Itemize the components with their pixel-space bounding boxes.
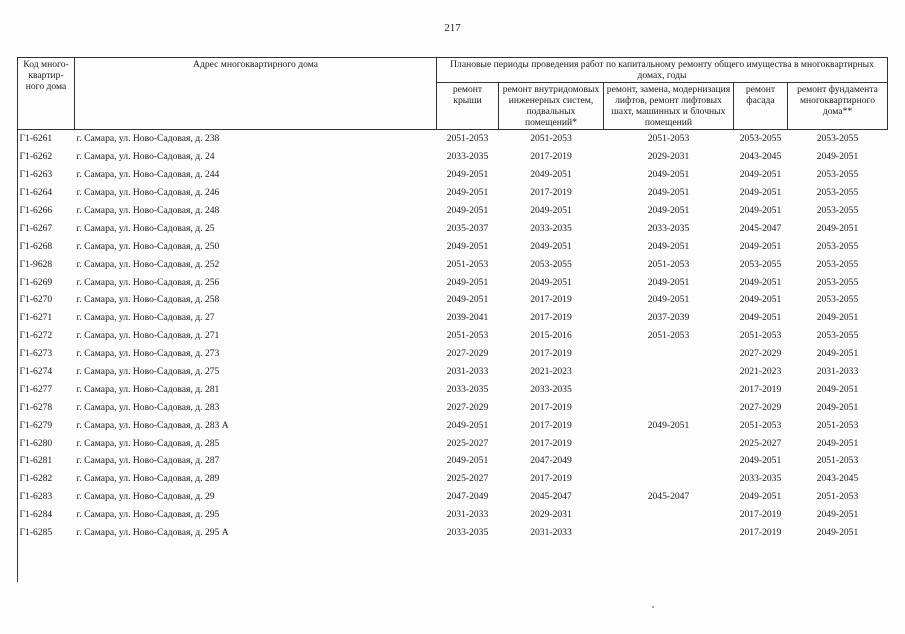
- header-periods: Плановые периоды проведения работ по капитальному ремонту общего имущества в многоквартирных домах, годы: [437, 58, 888, 83]
- cell-code: Г1-6285: [19, 527, 53, 539]
- cell-foundation: 2049-2051: [816, 509, 859, 521]
- table-row: [18, 345, 888, 363]
- cell-elevators: 2033-2035: [647, 222, 690, 234]
- cell-systems: 2017-2019: [530, 401, 572, 413]
- cell-foundation: 2053-2055: [816, 205, 859, 216]
- cell-address: г. Самара, ул. Ново-Садовая, д. 275: [76, 366, 220, 378]
- cell-facade: 2053-2055: [739, 258, 782, 270]
- cell-foundation: 2049-2051: [816, 437, 859, 449]
- cell-roof: 2031-2033: [446, 366, 489, 378]
- cell-foundation: 2049-2051: [816, 222, 859, 234]
- table-row: [18, 327, 888, 345]
- cell-systems: 2033-2035: [530, 222, 572, 234]
- cell-roof: 2051-2053: [446, 330, 489, 342]
- header-code: Код много-квартир-ного дома: [18, 58, 75, 130]
- cell-foundation: 2053-2055: [816, 294, 859, 306]
- cell-facade: 2017-2019: [739, 383, 782, 395]
- cell-roof: 2035-2037: [446, 222, 489, 234]
- cell-facade: 2049-2051: [739, 205, 782, 216]
- cell-systems: 2021-2023: [530, 366, 572, 378]
- cell-elevators: [604, 524, 734, 542]
- cell-address: г. Самара, ул. Ново-Садовая, д. 244: [76, 169, 220, 181]
- cell-facade: 2017-2019: [739, 527, 782, 539]
- cell-address: г. Самара, ул. Ново-Садовая, д. 256: [76, 276, 220, 288]
- cell-address: г. Самара, ул. Ново-Садовая, д. 238: [76, 133, 220, 145]
- table-row: [18, 363, 888, 381]
- cell-code: Г1-6284: [19, 509, 53, 521]
- cell-systems: 2049-2051: [530, 240, 572, 252]
- cell-address: г. Самара, ул. Ново-Садовая, д. 295: [76, 509, 220, 521]
- cell-facade: 2049-2051: [739, 240, 782, 252]
- cell-code: Г1-6274: [19, 366, 53, 378]
- cell-systems: 2017-2019: [530, 473, 572, 485]
- cell-systems: 2017-2019: [530, 294, 572, 306]
- cell-roof: 2033-2035: [446, 151, 489, 163]
- cell-systems: 2049-2051: [530, 169, 572, 181]
- cell-roof: 2049-2051: [446, 169, 489, 181]
- cell-facade: 2049-2051: [739, 312, 782, 324]
- header-address: Адрес многоквартирного дома: [75, 58, 437, 130]
- cell-systems: 2029-2031: [530, 509, 572, 521]
- cell-address: г. Самара, ул. Ново-Садовая, д. 246: [76, 187, 220, 199]
- cell-foundation: 2053-2055: [816, 258, 859, 270]
- cell-roof: 2049-2051: [446, 276, 489, 288]
- cell-elevators: [604, 506, 734, 524]
- cell-foundation: 2049-2051: [816, 527, 859, 539]
- cell-foundation: 2049-2051: [816, 348, 859, 360]
- cell-roof: 2039-2041: [446, 312, 489, 324]
- cell-facade: 2033-2035: [739, 473, 782, 485]
- cell-facade: 2049-2051: [739, 187, 782, 199]
- cell-code: Г1-6261: [19, 133, 53, 145]
- cell-code: Г1-9628: [19, 258, 53, 270]
- cell-elevators: 2049-2051: [647, 419, 690, 431]
- cell-systems: 2051-2053: [530, 133, 572, 145]
- table-body: [18, 130, 888, 542]
- cell-foundation: 2049-2051: [816, 151, 859, 163]
- header-roof: ремонт крыши: [437, 83, 499, 130]
- cell-roof: 2049-2051: [446, 240, 489, 252]
- cell-foundation: 2053-2055: [816, 133, 859, 145]
- cell-elevators: 2049-2051: [647, 294, 690, 306]
- cell-roof: 2049-2051: [446, 294, 489, 306]
- table-row: [18, 470, 888, 488]
- table-row: [18, 506, 888, 524]
- cell-facade: 2051-2053: [739, 330, 782, 342]
- cell-facade: 2053-2055: [739, 133, 782, 145]
- cell-elevators: 2049-2051: [647, 276, 690, 288]
- table-row: [18, 380, 888, 398]
- table-row: [18, 398, 888, 416]
- cell-code: Г1-6280: [19, 437, 53, 449]
- cell-systems: 2053-2055: [530, 258, 572, 270]
- cell-foundation: 2053-2055: [816, 187, 859, 199]
- cell-code: Г1-6269: [19, 276, 53, 288]
- cell-code: Г1-6281: [19, 455, 53, 467]
- cell-facade: 2045-2047: [739, 222, 782, 234]
- cell-elevators: 2049-2051: [647, 169, 690, 181]
- cell-roof: 2027-2029: [446, 348, 489, 360]
- cell-systems: 2017-2019: [530, 187, 572, 199]
- cell-address: г. Самара, ул. Ново-Садовая, д. 285: [76, 437, 220, 449]
- cell-facade: 2049-2051: [739, 169, 782, 181]
- cell-elevators: 2049-2051: [647, 187, 690, 199]
- cell-roof: 2049-2051: [446, 205, 489, 216]
- cell-foundation: 2053-2055: [816, 169, 859, 181]
- header-foundation: ремонт фундамента многоквартирного дома**: [788, 83, 888, 130]
- cell-roof: 2033-2035: [446, 383, 489, 395]
- cell-facade: 2051-2053: [739, 419, 782, 431]
- cell-elevators: 2049-2051: [647, 240, 690, 252]
- cell-elevators: 2051-2053: [647, 133, 690, 145]
- cell-address: г. Самара, ул. Ново-Садовая, д. 281: [76, 383, 220, 395]
- cell-elevators: 2029-2031: [647, 151, 690, 163]
- header-elevators: ремонт, замена, модернизация лифтов, ремонт лифтовых шахт, машинных и блочных помещений: [604, 83, 734, 130]
- cell-foundation: 2031-2033: [816, 366, 859, 378]
- cell-systems: 2049-2051: [530, 205, 572, 216]
- cell-address: г. Самара, ул. Ново-Садовая, д. 287: [76, 455, 220, 467]
- cell-address: г. Самара, ул. Ново-Садовая, д. 273: [76, 348, 220, 360]
- table-row: [18, 488, 888, 506]
- cell-address: г. Самара, ул. Ново-Садовая, д. 271: [76, 330, 220, 342]
- cell-systems: 2017-2019: [530, 419, 572, 431]
- cell-code: Г1-6272: [19, 330, 53, 342]
- cell-elevators: [604, 363, 734, 381]
- cell-roof: 2049-2051: [446, 419, 489, 431]
- cell-facade: 2049-2051: [739, 276, 782, 288]
- cell-code: Г1-6283: [19, 491, 53, 503]
- cell-elevators: [604, 452, 734, 470]
- cell-systems: 2033-2035: [530, 383, 572, 395]
- cell-systems: 2017-2019: [530, 437, 572, 449]
- cell-code: Г1-6268: [19, 240, 53, 252]
- cell-address: г. Самара, ул. Ново-Садовая, д. 248: [76, 205, 220, 216]
- cell-systems: 2047-2049: [530, 455, 572, 467]
- cell-roof: 2033-2035: [446, 527, 489, 539]
- cell-facade: 2017-2019: [739, 509, 782, 521]
- cell-code: Г1-6273: [19, 348, 53, 360]
- cell-code: Г1-6270: [19, 294, 53, 306]
- cell-address: г. Самара, ул. Ново-Садовая, д. 295 А: [76, 527, 229, 539]
- cell-foundation: 2051-2053: [816, 455, 859, 467]
- cell-systems: 2015-2016: [530, 330, 572, 342]
- cell-code: Г1-6264: [19, 187, 53, 199]
- table-row: [18, 148, 888, 166]
- cell-roof: 2047-2049: [446, 491, 489, 503]
- table-row: [18, 309, 888, 327]
- cell-elevators: 2049-2051: [647, 205, 690, 216]
- table-row: [18, 130, 888, 148]
- cell-systems: 2045-2047: [530, 491, 572, 503]
- cell-code: Г1-6279: [19, 419, 53, 431]
- cell-elevators: [604, 398, 734, 416]
- cell-address: г. Самара, ул. Ново-Садовая, д. 252: [76, 258, 220, 270]
- cell-facade: 2021-2023: [739, 366, 782, 378]
- cell-facade: 2027-2029: [739, 401, 782, 413]
- cell-code: Г1-6271: [19, 312, 53, 324]
- table-row: [18, 452, 888, 470]
- cell-roof: 2051-2053: [446, 133, 489, 145]
- cell-foundation: 2049-2051: [816, 401, 859, 413]
- cell-address: г. Самара, ул. Ново-Садовая, д. 29: [76, 491, 215, 503]
- cell-roof: 2027-2029: [446, 401, 489, 413]
- cell-code: Г1-6267: [19, 222, 53, 234]
- cell-systems: 2031-2033: [530, 527, 572, 539]
- cell-roof: 2049-2051: [446, 455, 489, 467]
- cell-code: Г1-6266: [19, 205, 53, 216]
- cell-elevators: [604, 470, 734, 488]
- cell-code: Г1-6278: [19, 401, 53, 413]
- cell-foundation: 2049-2051: [816, 312, 859, 324]
- table-row: [18, 184, 888, 202]
- cell-elevators: 2051-2053: [647, 330, 690, 342]
- cell-elevators: [604, 434, 734, 452]
- table-row: [18, 202, 888, 220]
- cell-foundation: 2043-2045: [816, 473, 859, 485]
- capital-repair-table: [17, 57, 888, 541]
- cell-elevators: 2037-2039: [647, 312, 690, 324]
- cell-roof: 2031-2033: [446, 509, 489, 521]
- cell-address: г. Самара, ул. Ново-Садовая, д. 24: [76, 151, 215, 163]
- cell-foundation: 2051-2053: [816, 419, 859, 431]
- table-row: [18, 255, 888, 273]
- cell-roof: 2025-2027: [446, 473, 489, 485]
- table-row: [18, 219, 888, 237]
- cell-foundation: 2053-2055: [816, 330, 859, 342]
- cell-systems: 2049-2051: [530, 276, 572, 288]
- cell-code: Г1-6263: [19, 169, 53, 181]
- cell-roof: 2051-2053: [446, 258, 489, 270]
- header-facade: ремонт фасада: [734, 83, 788, 130]
- table-row: [18, 434, 888, 452]
- cell-systems: 2017-2019: [530, 348, 572, 360]
- cell-address: г. Самара, ул. Ново-Садовая, д. 258: [76, 294, 220, 306]
- cell-address: г. Самара, ул. Ново-Садовая, д. 283: [76, 401, 220, 413]
- table-row: [18, 416, 888, 434]
- cell-facade: 2049-2051: [739, 294, 782, 306]
- cell-elevators: [604, 380, 734, 398]
- cell-elevators: 2045-2047: [647, 491, 690, 503]
- cell-elevators: [604, 345, 734, 363]
- cell-roof: 2049-2051: [446, 187, 489, 199]
- table-row: [18, 237, 888, 255]
- cell-address: г. Самара, ул. Ново-Садовая, д. 289: [76, 473, 220, 485]
- table-row: [18, 524, 888, 542]
- table-row: [18, 291, 888, 309]
- scan-speck: [652, 606, 654, 608]
- cell-elevators: 2051-2053: [647, 258, 690, 270]
- cell-address: г. Самара, ул. Ново-Садовая, д. 283 А: [76, 419, 229, 431]
- cell-systems: 2017-2019: [530, 151, 572, 163]
- cell-foundation: 2049-2051: [816, 383, 859, 395]
- cell-code: Г1-6282: [19, 473, 53, 485]
- cell-systems: 2017-2019: [530, 312, 572, 324]
- table-row: [18, 166, 888, 184]
- page-number: 217: [444, 22, 461, 34]
- cell-facade: 2049-2051: [739, 455, 782, 467]
- cell-facade: 2049-2051: [739, 491, 782, 503]
- cell-roof: 2025-2027: [446, 437, 489, 449]
- cell-foundation: 2053-2055: [816, 276, 859, 288]
- table-row: [18, 273, 888, 291]
- cell-foundation: 2053-2055: [816, 240, 859, 252]
- cell-address: г. Самара, ул. Ново-Садовая, д. 250: [76, 240, 220, 252]
- cell-facade: 2025-2027: [739, 437, 782, 449]
- cell-foundation: 2051-2053: [816, 491, 859, 503]
- cell-address: г. Самара, ул. Ново-Садовая, д. 25: [76, 222, 215, 234]
- cell-code: Г1-6277: [19, 383, 53, 395]
- cell-facade: 2027-2029: [739, 348, 782, 360]
- cell-facade: 2043-2045: [739, 151, 782, 163]
- cell-address: г. Самара, ул. Ново-Садовая, д. 27: [76, 312, 215, 324]
- cell-code: Г1-6262: [19, 151, 53, 163]
- header-systems: ремонт внутридомовых инженерных систем, подвальных помещений*: [499, 83, 604, 130]
